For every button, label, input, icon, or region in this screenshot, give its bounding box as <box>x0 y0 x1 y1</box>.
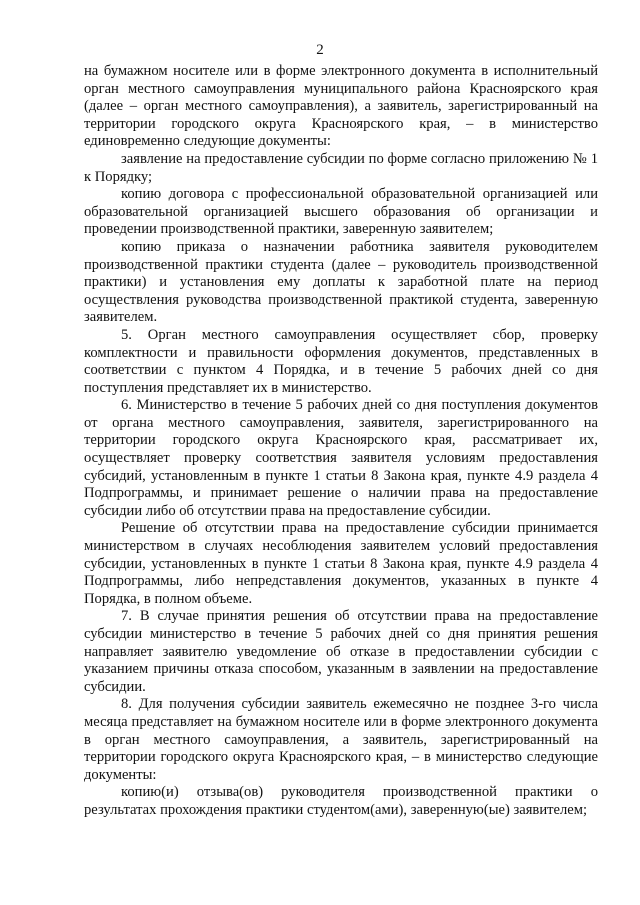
page-number: 2 <box>316 42 324 58</box>
paragraph-item-6: 6. Министерство в течение 5 рабочих дней со дня поступления документов от органа местного самоуправления, заявителя, зарегистрированного на территории городского округа Красноярского края, рассматривает их, осуществляет проверку соответствия заявителя условиям предоставления субсидий, установленным в пункте 1 статьи 8 Закона края, пункте 4.9 раздела 4 Подпрограммы, и принимает решение о наличии права на предоставление субсидии либо об отсутствии права на предоставление субсидии. <box>84 397 598 519</box>
paragraph-refusal-decision: Решение об отсутствии права на предоставление субсидии принимается министерством в случаях несоблюдения заявителем условий предоставления субсидии, установленных в пункте 1 статьи 8 Закона края, пункте 4.9 раздела 4 Подпрограммы, либо непредставления документов, указанных в пункте 4 Порядка, в полном объеме. <box>84 520 598 607</box>
paragraph-item-8: 8. Для получения субсидии заявитель ежемесячно не позднее 3-го числа месяца представляет на бумажном носителе или в форме электронного документа в орган местного самоуправления, а заявитель, зарегистрированный на территории городского округа Красноярского края, – в министерство следующие документы: <box>84 696 598 783</box>
paragraph-item-5: 5. Орган местного самоуправления осуществляет сбор, проверку комплектности и правильности оформления документов, представленных в соответствии с пунктом 4 Порядка, и в течение 5 рабочих дней со дня поступления представляет их в министерство. <box>84 326 598 396</box>
paragraph-feedback-copies: копию(и) отзыва(ов) руководителя производственной практики о результатах прохождения практики студентом(ами), заверенную(ые) заявителем; <box>84 784 598 818</box>
paragraph-order-copy: копию приказа о назначении работника заявителя руководителем производственной практики студента (далее – руководитель производственной практики) и установления ему доплаты к заработной плате на период осуществления руководства производственной практикой студента, заверенную заявителем. <box>84 238 598 326</box>
paragraph-application: заявление на предоставление субсидии по форме согласно приложению № 1 к Порядку; <box>84 150 598 185</box>
document-body <box>84 63 598 820</box>
paragraph-item-7: 7. В случае принятия решения об отсутствии права на предоставление субсидии министерство в течение 5 рабочих дней со дня принятия решения направляет заявителю уведомление об отказе в предоставлении субсидии с указанием причины отказа способом, указанным в заявлении на предоставление субсидии. <box>84 608 598 695</box>
paragraph-intro-continuation: на бумажном носителе или в форме электронного документа в исполнительный орган местного самоуправления муниципального района Красноярского края (далее – орган местного самоуправления), а заявитель, зарегистрированный на территории городского округа Красноярского края, – в министерство единовременно следующие документы: <box>84 63 598 150</box>
paragraph-contract-copy: копию договора с профессиональной образовательной организацией или образовательной организацией высшего образования об организации и проведении производственной практики, заверенную заявителем; <box>84 186 598 238</box>
